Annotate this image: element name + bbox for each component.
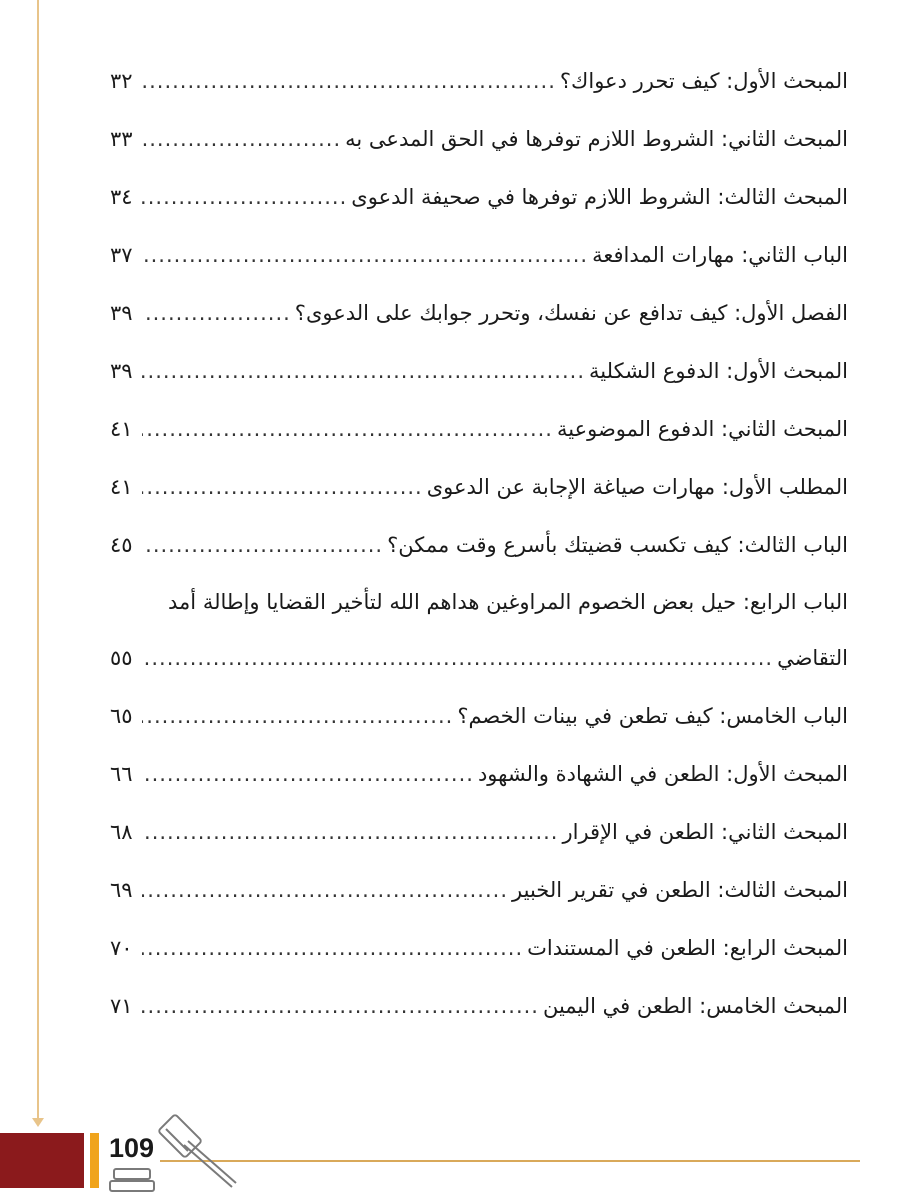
- toc-entry-title: الباب الثالث: كيف تكسب قضيتك بأسرع وقت ممكن؟: [387, 533, 848, 557]
- page-number: 109: [109, 1133, 155, 1163]
- toc-entry-page: ٤١: [110, 475, 133, 499]
- toc-entry-title: المبحث الثاني: الدفوع الموضوعية: [556, 417, 848, 441]
- margin-guide-line: [37, 0, 39, 1122]
- toc-entry[interactable]: [110, 110, 848, 168]
- toc-entry[interactable]: [110, 516, 848, 574]
- toc-entry-page: ٥٥: [110, 646, 133, 670]
- toc-leader-dots: [142, 417, 553, 441]
- toc-entry-multiline-second[interactable]: [110, 629, 848, 687]
- table-of-contents: [110, 52, 848, 1035]
- toc-entry-title: المبحث الثالث: الشروط اللازم توفرها في صحيفة الدعوى: [351, 185, 848, 209]
- toc-leader-dots: [142, 704, 453, 728]
- toc-leader-dots: [142, 243, 588, 267]
- toc-entry-page: ٣٣: [110, 127, 133, 151]
- toc-leader-dots: [142, 359, 585, 383]
- toc-entry-title: المبحث الأول: كيف تحرر دعواك؟: [559, 69, 848, 93]
- toc-entry-page: ٤٥: [110, 533, 133, 557]
- toc-entry[interactable]: [110, 168, 848, 226]
- toc-leader-dots: [142, 301, 291, 325]
- toc-leader-dots: [142, 646, 773, 670]
- toc-entry-title: الباب الرابع: حيل بعض الخصوم المراوغين هداهم الله لتأخير القضايا وإطالة أمد: [168, 589, 848, 614]
- toc-entry[interactable]: [110, 977, 848, 1035]
- toc-entry-page: ٧١: [110, 994, 133, 1018]
- toc-entry[interactable]: [110, 52, 848, 110]
- toc-leader-dots: [142, 878, 508, 902]
- toc-entry-page: ٣٩: [110, 301, 133, 325]
- toc-entry-title-continued: التقاضي: [777, 646, 848, 670]
- toc-entry[interactable]: [110, 687, 848, 745]
- toc-entry-title: المبحث الثاني: الشروط اللازم توفرها في الحق المدعى به: [345, 127, 848, 151]
- toc-entry-page: ٦٩: [110, 878, 133, 902]
- toc-entry[interactable]: [110, 226, 848, 284]
- toc-entry-page: ٦٦: [110, 762, 133, 786]
- toc-leader-dots: [142, 820, 558, 844]
- toc-entry-title: المبحث الثاني: الطعن في الإقرار: [562, 820, 848, 844]
- gavel-icon: [108, 1107, 238, 1195]
- toc-entry[interactable]: [110, 400, 848, 458]
- toc-entry-title: الباب الثاني: مهارات المدافعة: [592, 243, 848, 267]
- toc-entry-title: المبحث الرابع: الطعن في المستندات: [527, 936, 848, 960]
- toc-entry-title: الباب الخامس: كيف تطعن في بينات الخصم؟: [457, 704, 848, 728]
- toc-entry-page: ٤١: [110, 417, 133, 441]
- toc-leader-dots: [142, 762, 474, 786]
- toc-entry[interactable]: [110, 745, 848, 803]
- toc-leader-dots: [142, 994, 539, 1018]
- toc-entry[interactable]: [110, 803, 848, 861]
- toc-entry[interactable]: [110, 284, 848, 342]
- toc-entry[interactable]: [110, 458, 848, 516]
- toc-entry-page: ٧٠: [110, 936, 133, 960]
- toc-entry-title: المبحث الأول: الطعن في الشهادة والشهود: [477, 762, 848, 786]
- toc-leader-dots: [142, 185, 347, 209]
- toc-entry-title: المبحث الأول: الدفوع الشكلية: [589, 359, 848, 383]
- toc-entry-page: ٣٤: [110, 185, 133, 209]
- toc-entry-multiline-first[interactable]: [110, 574, 848, 629]
- toc-entry-page: ٣٩: [110, 359, 133, 383]
- toc-entry-title: المطلب الأول: مهارات صياغة الإجابة عن الدعوى: [426, 475, 848, 499]
- toc-entry[interactable]: [110, 919, 848, 977]
- toc-entry-page: ٦٥: [110, 704, 133, 728]
- toc-entry[interactable]: [110, 861, 848, 919]
- toc-entry-title: المبحث الثالث: الطعن في تقرير الخبير: [512, 878, 848, 902]
- footer-rule: [160, 1160, 860, 1162]
- toc-leader-dots: [142, 127, 341, 151]
- toc-leader-dots: [142, 533, 383, 557]
- toc-leader-dots: [142, 69, 556, 93]
- toc-entry[interactable]: [110, 342, 848, 400]
- toc-entry-title: الفصل الأول: كيف تدافع عن نفسك، وتحرر جوابك على الدعوى؟: [294, 301, 848, 325]
- toc-entry-page: ٣٢: [110, 69, 133, 93]
- margin-arrow-icon: [32, 1118, 44, 1127]
- toc-entry-page: ٦٨: [110, 820, 133, 844]
- footer-color-bar: [0, 1133, 84, 1188]
- toc-entry-page: ٣٧: [110, 243, 133, 267]
- toc-entry-title: المبحث الخامس: الطعن في اليمين: [542, 994, 848, 1018]
- footer-accent-bar: [90, 1133, 99, 1188]
- toc-leader-dots: [142, 475, 423, 499]
- toc-leader-dots: [142, 936, 523, 960]
